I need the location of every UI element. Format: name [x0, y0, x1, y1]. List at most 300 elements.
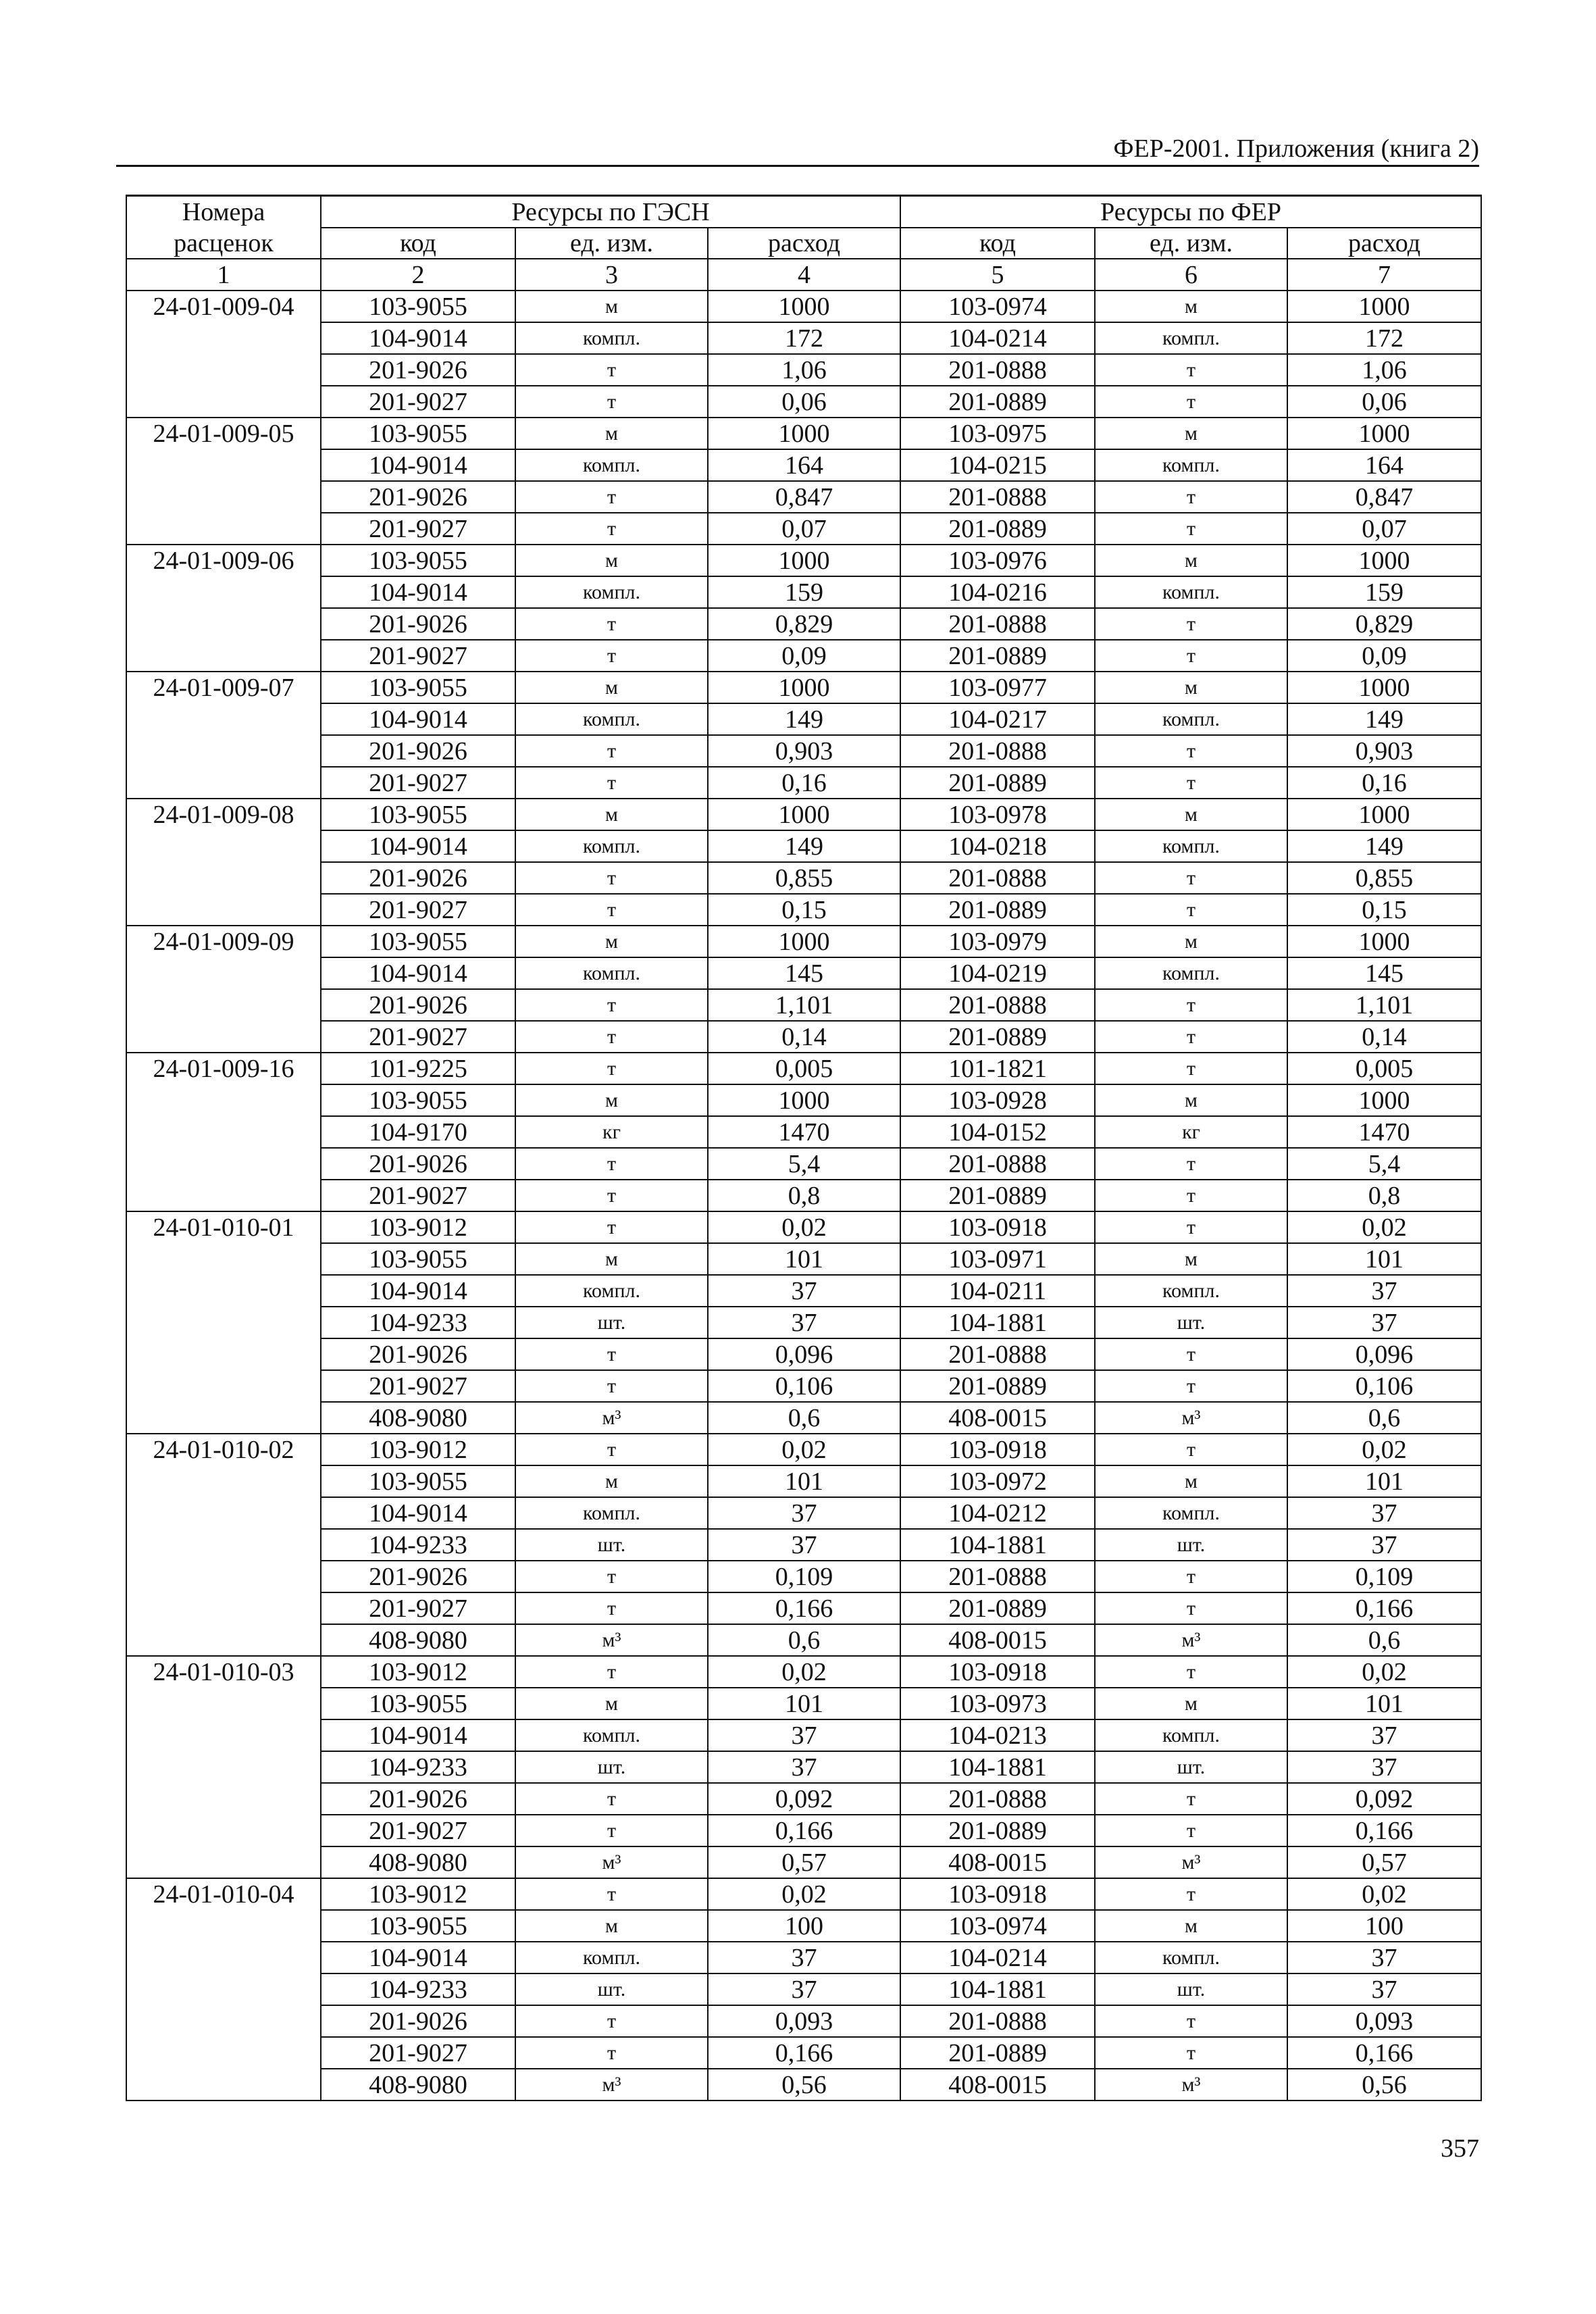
gesn-unit: т [515, 1592, 708, 1624]
rate-number [126, 830, 321, 862]
gesn-unit: т [515, 1211, 708, 1243]
gesn-unit: м [515, 1084, 708, 1116]
fer-code: 104-0152 [900, 1116, 1095, 1148]
table-row [126, 449, 1481, 481]
fer-unit: т [1095, 1561, 1287, 1592]
rate-number [126, 1084, 321, 1116]
fer-unit: м [1095, 418, 1287, 449]
table-row [126, 354, 1481, 386]
gesn-consumption: 37 [708, 1275, 900, 1307]
gesn-consumption: 37 [708, 1719, 900, 1751]
fer-consumption: 1000 [1287, 672, 1481, 703]
rate-number: 24-01-009-16 [126, 1053, 321, 1084]
table-row [126, 1243, 1481, 1275]
fer-consumption: 1000 [1287, 1084, 1481, 1116]
fer-consumption: 172 [1287, 322, 1481, 354]
fer-consumption: 1000 [1287, 926, 1481, 957]
column-number: 2 [321, 259, 515, 291]
gesn-consumption: 0,02 [708, 1211, 900, 1243]
gesn-unit: шт. [515, 1307, 708, 1338]
page-number: 357 [1441, 2134, 1479, 2163]
gesn-code: 103-9012 [321, 1878, 515, 1910]
fer-unit: м [1095, 926, 1287, 957]
table-row [126, 767, 1481, 799]
gesn-consumption: 0,14 [708, 1021, 900, 1053]
gesn-consumption: 145 [708, 957, 900, 989]
gesn-unit: компл. [515, 449, 708, 481]
gesn-unit: т [515, 481, 708, 513]
column-number: 4 [708, 259, 900, 291]
header-rates-top: Номера [126, 196, 321, 228]
table-row [126, 862, 1481, 894]
fer-consumption: 37 [1287, 1529, 1481, 1561]
running-header [116, 132, 1479, 167]
fer-consumption: 149 [1287, 703, 1481, 735]
gesn-unit: компл. [515, 957, 708, 989]
gesn-unit: м [515, 799, 708, 830]
table-row [126, 418, 1481, 449]
fer-unit: т [1095, 1180, 1287, 1211]
fer-code: 201-0888 [900, 735, 1095, 767]
fer-code: 201-0888 [900, 1561, 1095, 1592]
fer-unit: т [1095, 640, 1287, 672]
table-row [126, 1180, 1481, 1211]
fer-code: 104-0214 [900, 322, 1095, 354]
fer-consumption: 149 [1287, 830, 1481, 862]
gesn-consumption: 0,096 [708, 1338, 900, 1370]
fer-code: 104-0217 [900, 703, 1095, 735]
rate-number [126, 1497, 321, 1529]
fer-consumption: 0,903 [1287, 735, 1481, 767]
fer-code: 104-0215 [900, 449, 1095, 481]
gesn-code: 201-9027 [321, 1370, 515, 1402]
gesn-consumption: 100 [708, 1910, 900, 1942]
fer-unit: м³ [1095, 1624, 1287, 1656]
gesn-unit: м³ [515, 2069, 708, 2101]
fer-code: 201-0889 [900, 513, 1095, 545]
table-row [126, 1783, 1481, 1815]
fer-code: 104-0214 [900, 1942, 1095, 1973]
rate-number [126, 1688, 321, 1719]
fer-consumption: 0,16 [1287, 767, 1481, 799]
fer-consumption: 0,57 [1287, 1846, 1481, 1878]
gesn-unit: т [515, 735, 708, 767]
gesn-unit: т [515, 1434, 708, 1465]
header-row-1 [126, 196, 1481, 228]
table-row [126, 545, 1481, 576]
gesn-code: 101-9225 [321, 1053, 515, 1084]
fer-code: 101-1821 [900, 1053, 1095, 1084]
gesn-consumption: 37 [708, 1497, 900, 1529]
gesn-consumption: 0,56 [708, 2069, 900, 2101]
table-row [126, 1402, 1481, 1434]
table-row [126, 1846, 1481, 1878]
gesn-code: 103-9055 [321, 799, 515, 830]
rate-number [126, 1338, 321, 1370]
gesn-code: 103-9055 [321, 1688, 515, 1719]
table-row [126, 640, 1481, 672]
fer-consumption: 1,06 [1287, 354, 1481, 386]
gesn-consumption: 37 [708, 1942, 900, 1973]
gesn-code: 408-9080 [321, 2069, 515, 2101]
gesn-unit: т [515, 894, 708, 926]
rate-number [126, 1116, 321, 1148]
fer-unit: т [1095, 1783, 1287, 1815]
rate-number [126, 1402, 321, 1434]
fer-unit: компл. [1095, 1719, 1287, 1751]
table-row [126, 1148, 1481, 1180]
table-row [126, 608, 1481, 640]
fer-unit: компл. [1095, 322, 1287, 354]
fer-unit: т [1095, 513, 1287, 545]
gesn-consumption: 1000 [708, 545, 900, 576]
header-title: ФЕР-2001. Приложения (книга 2) [1113, 134, 1479, 163]
table-row [126, 957, 1481, 989]
fer-code: 201-0888 [900, 1338, 1095, 1370]
fer-consumption: 0,847 [1287, 481, 1481, 513]
fer-consumption: 0,8 [1287, 1180, 1481, 1211]
fer-consumption: 1,101 [1287, 989, 1481, 1021]
gesn-consumption: 101 [708, 1465, 900, 1497]
gesn-consumption: 0,166 [708, 1815, 900, 1846]
gesn-consumption: 1000 [708, 418, 900, 449]
gesn-unit: шт. [515, 1973, 708, 2005]
header-gesn-unit: ед. изм. [515, 228, 708, 259]
fer-code: 201-0888 [900, 481, 1095, 513]
fer-code: 201-0888 [900, 989, 1095, 1021]
rate-number [126, 989, 321, 1021]
fer-code: 104-1881 [900, 1973, 1095, 2005]
rate-number [126, 767, 321, 799]
gesn-code: 104-9014 [321, 576, 515, 608]
rate-number [126, 576, 321, 608]
fer-code: 201-0889 [900, 1592, 1095, 1624]
fer-code: 103-0979 [900, 926, 1095, 957]
table-row [126, 2037, 1481, 2069]
fer-code: 201-0889 [900, 386, 1095, 418]
rate-number [126, 608, 321, 640]
table-row [126, 1275, 1481, 1307]
gesn-code: 103-9055 [321, 926, 515, 957]
rate-number: 24-01-010-01 [126, 1211, 321, 1243]
table-body [126, 291, 1481, 2101]
gesn-consumption: 1,06 [708, 354, 900, 386]
table-row [126, 1719, 1481, 1751]
fer-code: 408-0015 [900, 1402, 1095, 1434]
fer-consumption: 0,166 [1287, 2037, 1481, 2069]
fer-code: 103-0971 [900, 1243, 1095, 1275]
table-row [126, 830, 1481, 862]
fer-code: 201-0889 [900, 767, 1095, 799]
rate-number: 24-01-009-07 [126, 672, 321, 703]
fer-unit: компл. [1095, 1275, 1287, 1307]
gesn-consumption: 0,109 [708, 1561, 900, 1592]
fer-consumption: 100 [1287, 1910, 1481, 1942]
rate-number: 24-01-009-09 [126, 926, 321, 957]
header-row-2 [126, 228, 1481, 259]
header-gesn: Ресурсы по ГЭСН [321, 196, 900, 228]
gesn-unit: м [515, 1465, 708, 1497]
gesn-unit: т [515, 1878, 708, 1910]
gesn-unit: т [515, 2005, 708, 2037]
fer-unit: т [1095, 767, 1287, 799]
fer-unit: т [1095, 894, 1287, 926]
gesn-consumption: 159 [708, 576, 900, 608]
fer-consumption: 0,02 [1287, 1211, 1481, 1243]
header-gesn-consumption: расход [708, 228, 900, 259]
fer-unit: м [1095, 545, 1287, 576]
gesn-code: 104-9014 [321, 1275, 515, 1307]
gesn-unit: т [515, 1561, 708, 1592]
gesn-code: 104-9014 [321, 830, 515, 862]
fer-code: 104-0216 [900, 576, 1095, 608]
table-row [126, 1465, 1481, 1497]
gesn-code: 408-9080 [321, 1846, 515, 1878]
gesn-code: 103-9055 [321, 291, 515, 322]
rate-number: 24-01-009-05 [126, 418, 321, 449]
fer-unit: м [1095, 799, 1287, 830]
fer-unit: т [1095, 608, 1287, 640]
table-row [126, 1910, 1481, 1942]
gesn-unit: компл. [515, 703, 708, 735]
gesn-code: 201-9026 [321, 2005, 515, 2037]
fer-consumption: 0,6 [1287, 1624, 1481, 1656]
fer-code: 104-0213 [900, 1719, 1095, 1751]
fer-unit: м³ [1095, 1402, 1287, 1434]
rate-number [126, 1243, 321, 1275]
gesn-unit: т [515, 2037, 708, 2069]
rate-number [126, 957, 321, 989]
fer-consumption: 0,093 [1287, 2005, 1481, 2037]
fer-consumption: 0,109 [1287, 1561, 1481, 1592]
gesn-code: 104-9014 [321, 449, 515, 481]
gesn-consumption: 149 [708, 703, 900, 735]
resource-table [126, 195, 1482, 2101]
fer-consumption: 0,166 [1287, 1815, 1481, 1846]
fer-consumption: 0,829 [1287, 608, 1481, 640]
table-row [126, 1084, 1481, 1116]
table-row [126, 672, 1481, 703]
rate-number [126, 481, 321, 513]
fer-consumption: 1000 [1287, 545, 1481, 576]
gesn-code: 104-9014 [321, 703, 515, 735]
rate-number [126, 1180, 321, 1211]
rate-number [126, 2005, 321, 2037]
gesn-code: 201-9027 [321, 640, 515, 672]
gesn-consumption: 0,15 [708, 894, 900, 926]
fer-consumption: 101 [1287, 1465, 1481, 1497]
rate-number: 24-01-010-03 [126, 1656, 321, 1688]
gesn-consumption: 0,6 [708, 1402, 900, 1434]
gesn-unit: компл. [515, 1942, 708, 1973]
fer-unit: м³ [1095, 1846, 1287, 1878]
fer-consumption: 0,14 [1287, 1021, 1481, 1053]
fer-unit: кг [1095, 1116, 1287, 1148]
gesn-code: 103-9055 [321, 1243, 515, 1275]
fer-code: 201-0889 [900, 2037, 1095, 2069]
gesn-code: 201-9027 [321, 1021, 515, 1053]
fer-unit: т [1095, 735, 1287, 767]
gesn-unit: м [515, 418, 708, 449]
fer-consumption: 0,06 [1287, 386, 1481, 418]
gesn-consumption: 164 [708, 449, 900, 481]
gesn-code: 201-9026 [321, 1561, 515, 1592]
gesn-unit: т [515, 1053, 708, 1084]
fer-consumption: 1000 [1287, 799, 1481, 830]
gesn-consumption: 0,005 [708, 1053, 900, 1084]
rate-number [126, 449, 321, 481]
fer-consumption: 37 [1287, 1719, 1481, 1751]
fer-unit: т [1095, 481, 1287, 513]
fer-code: 201-0888 [900, 354, 1095, 386]
fer-unit: компл. [1095, 449, 1287, 481]
gesn-code: 201-9026 [321, 1148, 515, 1180]
fer-unit: т [1095, 1211, 1287, 1243]
rate-number [126, 703, 321, 735]
fer-unit: компл. [1095, 830, 1287, 862]
gesn-code: 201-9026 [321, 1338, 515, 1370]
fer-unit: м [1095, 1243, 1287, 1275]
gesn-code: 103-9055 [321, 1910, 515, 1942]
rate-number [126, 1307, 321, 1338]
gesn-code: 104-9170 [321, 1116, 515, 1148]
gesn-consumption: 0,02 [708, 1434, 900, 1465]
gesn-code: 201-9026 [321, 608, 515, 640]
gesn-code: 103-9055 [321, 672, 515, 703]
fer-consumption: 164 [1287, 449, 1481, 481]
rate-number [126, 386, 321, 418]
fer-code: 104-1881 [900, 1529, 1095, 1561]
gesn-consumption: 0,6 [708, 1624, 900, 1656]
gesn-unit: т [515, 640, 708, 672]
fer-consumption: 0,166 [1287, 1592, 1481, 1624]
fer-consumption: 0,07 [1287, 513, 1481, 545]
gesn-code: 201-9027 [321, 767, 515, 799]
rate-number [126, 1973, 321, 2005]
fer-consumption: 0,02 [1287, 1434, 1481, 1465]
gesn-unit: компл. [515, 322, 708, 354]
table-row [126, 1973, 1481, 2005]
fer-unit: т [1095, 1878, 1287, 1910]
table-row [126, 1021, 1481, 1053]
gesn-consumption: 37 [708, 1529, 900, 1561]
fer-unit: компл. [1095, 1942, 1287, 1973]
fer-unit: т [1095, 989, 1287, 1021]
fer-unit: т [1095, 2005, 1287, 2037]
gesn-unit: м [515, 672, 708, 703]
gesn-consumption: 1470 [708, 1116, 900, 1148]
gesn-unit: м [515, 1910, 708, 1942]
table-row [126, 291, 1481, 322]
table-row [126, 989, 1481, 1021]
fer-unit: т [1095, 2037, 1287, 2069]
gesn-code: 103-9055 [321, 545, 515, 576]
fer-code: 103-0918 [900, 1211, 1095, 1243]
fer-code: 201-0889 [900, 640, 1095, 672]
gesn-consumption: 1000 [708, 291, 900, 322]
rate-number [126, 1370, 321, 1402]
gesn-consumption: 0,847 [708, 481, 900, 513]
fer-unit: компл. [1095, 1497, 1287, 1529]
table-row [126, 1592, 1481, 1624]
gesn-consumption: 0,02 [708, 1878, 900, 1910]
table-row [126, 1624, 1481, 1656]
fer-code: 104-0219 [900, 957, 1095, 989]
table-row [126, 1656, 1481, 1688]
fer-consumption: 145 [1287, 957, 1481, 989]
fer-code: 408-0015 [900, 2069, 1095, 2101]
fer-unit: м [1095, 1084, 1287, 1116]
rate-number [126, 1942, 321, 1973]
gesn-consumption: 1000 [708, 926, 900, 957]
gesn-code: 103-9012 [321, 1656, 515, 1688]
table-row [126, 1434, 1481, 1465]
gesn-unit: т [515, 1148, 708, 1180]
fer-unit: шт. [1095, 1973, 1287, 2005]
fer-unit: м [1095, 291, 1287, 322]
fer-consumption: 0,6 [1287, 1402, 1481, 1434]
fer-unit: т [1095, 1021, 1287, 1053]
column-number: 5 [900, 259, 1095, 291]
gesn-unit: т [515, 1338, 708, 1370]
gesn-consumption: 0,57 [708, 1846, 900, 1878]
fer-unit: м³ [1095, 2069, 1287, 2101]
gesn-consumption: 0,09 [708, 640, 900, 672]
fer-unit: т [1095, 1656, 1287, 1688]
fer-code: 103-0928 [900, 1084, 1095, 1116]
column-number: 3 [515, 259, 708, 291]
gesn-consumption: 0,02 [708, 1656, 900, 1688]
gesn-code: 201-9027 [321, 1180, 515, 1211]
gesn-consumption: 0,092 [708, 1783, 900, 1815]
gesn-consumption: 172 [708, 322, 900, 354]
gesn-consumption: 0,8 [708, 1180, 900, 1211]
fer-consumption: 0,096 [1287, 1338, 1481, 1370]
gesn-code: 103-9055 [321, 418, 515, 449]
rate-number [126, 1751, 321, 1783]
gesn-unit: т [515, 1656, 708, 1688]
fer-unit: т [1095, 386, 1287, 418]
gesn-unit: м [515, 545, 708, 576]
table-row [126, 1815, 1481, 1846]
fer-consumption: 1470 [1287, 1116, 1481, 1148]
column-number: 1 [126, 259, 321, 291]
gesn-code: 104-9014 [321, 1719, 515, 1751]
fer-consumption: 101 [1287, 1243, 1481, 1275]
gesn-unit: т [515, 767, 708, 799]
fer-unit: т [1095, 1434, 1287, 1465]
gesn-consumption: 101 [708, 1243, 900, 1275]
gesn-code: 104-9233 [321, 1751, 515, 1783]
fer-unit: компл. [1095, 576, 1287, 608]
table-row [126, 1307, 1481, 1338]
fer-code: 201-0888 [900, 2005, 1095, 2037]
fer-code: 104-0212 [900, 1497, 1095, 1529]
gesn-consumption: 0,093 [708, 2005, 900, 2037]
rate-number: 24-01-010-04 [126, 1878, 321, 1910]
gesn-consumption: 1000 [708, 1084, 900, 1116]
fer-unit: м [1095, 1465, 1287, 1497]
fer-code: 201-0888 [900, 862, 1095, 894]
fer-unit: т [1095, 1338, 1287, 1370]
rate-number [126, 2069, 321, 2101]
gesn-consumption: 0,166 [708, 1592, 900, 1624]
fer-consumption: 37 [1287, 1275, 1481, 1307]
fer-code: 201-0889 [900, 1021, 1095, 1053]
gesn-consumption: 1,101 [708, 989, 900, 1021]
table-row [126, 1370, 1481, 1402]
rate-number [126, 354, 321, 386]
